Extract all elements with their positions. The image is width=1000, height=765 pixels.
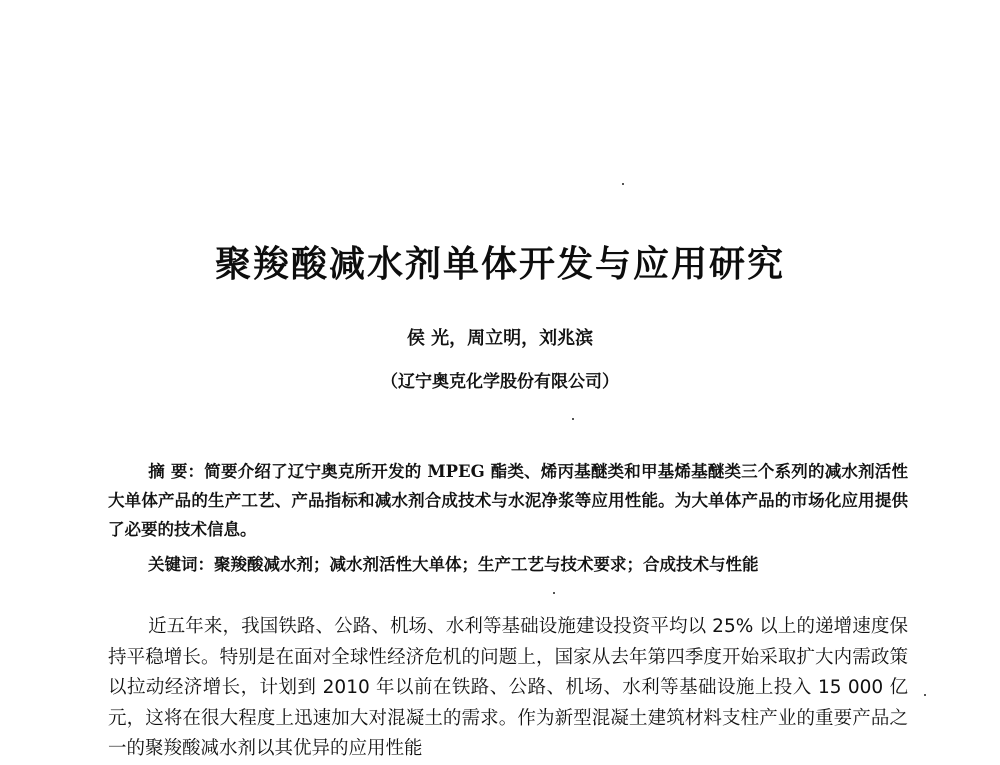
body-paragraph-text: 近五年来，我国铁路、公路、机场、水利等基础设施建设投资平均以 25% 以上的递增速度保持平稳增长。特别是在面对全球性经济危机的问题上，国家从去年第四季度开始采取扩大内需政策以拉动经济增长，计划到 2010 年以前在铁路、公路、机场、水利等基础设施上投入 15 000 亿元，这将在很大程度上迅速加大对混凝土的需求。作为新型混凝土建筑材料支柱产业的重要产品之一的聚羧酸减水剂以其优异的应用性能 xyxy=(108,616,908,759)
scan-speck xyxy=(622,183,624,185)
paper-authors: 侯 光，周立明，刘兆滨 xyxy=(406,328,594,349)
paper-title: 聚羧酸减水剂单体开发与应用研究 xyxy=(214,243,785,285)
scan-speck xyxy=(924,694,926,696)
keywords-text: 聚羧酸减水剂；减水剂活性大单体；生产工艺与技术要求；合成技术与性能 xyxy=(214,555,759,574)
keywords-label: 关键词： xyxy=(148,555,214,574)
body-paragraph xyxy=(108,612,908,765)
scan-speck xyxy=(572,418,574,420)
abstract-label: 摘 要： xyxy=(148,462,205,481)
scan-speck xyxy=(553,592,555,594)
abstract-paragraph xyxy=(108,457,908,544)
keywords-paragraph xyxy=(108,550,908,579)
abstract-text: 简要介绍了辽宁奥克所开发的 MPEG 酯类、烯丙基醚类和甲基烯基醚类三个系列的减水剂活性大单体产品的生产工艺、产品指标和减水剂合成技术与水泥净浆等应用性能。为大单体产品的市场化应用提供了必要的技术信息。 xyxy=(108,462,909,539)
paper-affiliation: （辽宁奥克化学股份有限公司） xyxy=(381,372,619,392)
